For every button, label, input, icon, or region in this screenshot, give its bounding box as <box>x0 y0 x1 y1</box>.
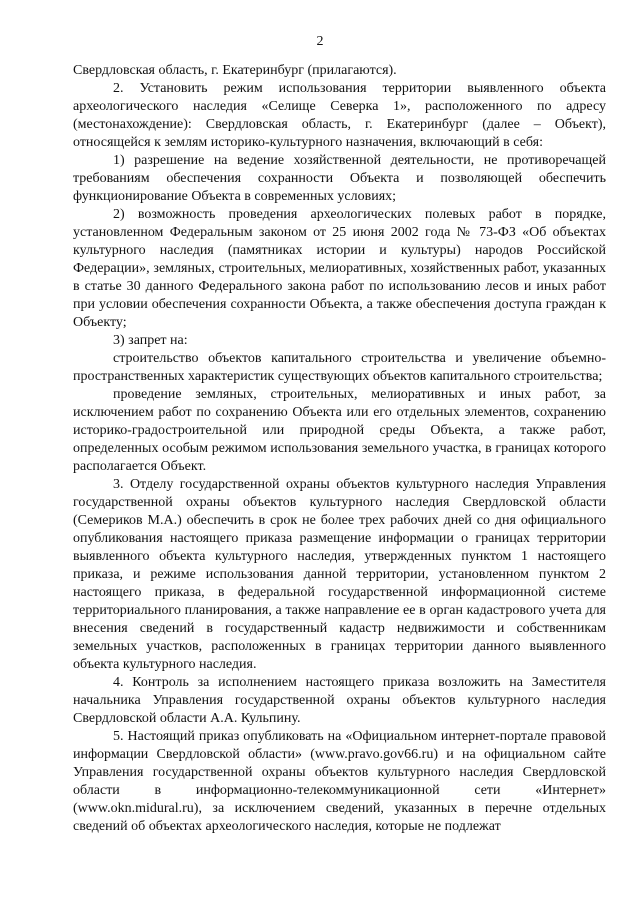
document-body <box>73 62 606 836</box>
paragraph-intro: Свердловская область, г. Екатеринбург (прилагаются). <box>73 63 397 78</box>
paragraph-item-5: 5. Настоящий приказ опубликовать на «Официальном интернет-портале правовой информации Свердловской области» (www.pravo.gov66.ru) и на официальном сайте Управления государственной охраны объектов культурного наследия Свердловской области в информационно-телекоммуникационной сети «Интернет» (www.okn.midural.ru), за исключением сведений, указанных в перечне отдельных сведений об объектах археологического наследия, которые не подлежат <box>73 729 606 834</box>
paragraph-item-3: 3. Отделу государственной охраны объектов культурного наследия Управления государственной охраны объектов культурного наследия Свердловской области (Семериков М.А.) обеспечить в срок не более трех рабочих дней со дня официального опубликования настоящего приказа размещение информации о границах территории выявленного объекта культурного наследия, утвержденных пунктом 1 настоящего приказа, и режиме использования данной территории, установленном пунктом 2 настоящего приказа, в федеральной государственной информационной системе территориального планирования, а также направление ее в орган кадастрового учета для внесения сведений в государственный кадастр недвижимости и собственникам земельных участков, расположенных в границах территории данного выявленного объекта культурного наследия. <box>73 477 606 672</box>
paragraph-item-2-3-a: строительство объектов капитального строительства и увеличение объемно-пространственных характеристик существующих объектов капитального строительства; <box>73 351 606 384</box>
paragraph-item-4: 4. Контроль за исполнением настоящего приказа возложить на Заместителя начальника Управления государственной охраны объектов культурного наследия Свердловской области А.А. Кульпину. <box>73 675 606 726</box>
paragraph-item-2-1: 1) разрешение на ведение хозяйственной деятельности, не противоречащей требованиям обеспечения сохранности Объекта и позволяющей обеспечить функционирование Объекта в современных условиях; <box>73 153 606 204</box>
paragraph-item-2: 2. Установить режим использования территории выявленного объекта археологического наследия «Селище Северка 1», расположенного по адресу (местонахождение): Свердловская область, г. Екатеринбург (далее – Объект), относящейся к землям историко-культурного назначения, включающий в себя: <box>73 81 606 150</box>
paragraph-item-2-2: 2) возможность проведения археологических полевых работ в порядке, установленном Федеральным законом от 25 июня 2002 года № 73-ФЗ «Об объектах культурного наследия (памятниках истории и культуры) народов Российской Федерации», земляных, строительных, мелиоративных, хозяйственных работ, указанных в статье 30 данного Федерального закона работ по использованию лесов и иных работ при условии обеспечения сохранности Объекта, а также обеспечения доступа граждан к Объекту; <box>73 207 606 330</box>
paragraph-item-2-3-b: проведение земляных, строительных, мелиоративных и иных работ, за исключением работ по сохранению Объекта или его отдельных элементов, сохранению историко-градостроительной или природной среды Объекта, а также работ, определенных особым режимом использования земельного участка, в границах которого располагается Объект. <box>73 387 606 474</box>
page-number: 2 <box>316 34 324 49</box>
paragraph-item-2-3: 3) запрет на: <box>113 333 188 348</box>
